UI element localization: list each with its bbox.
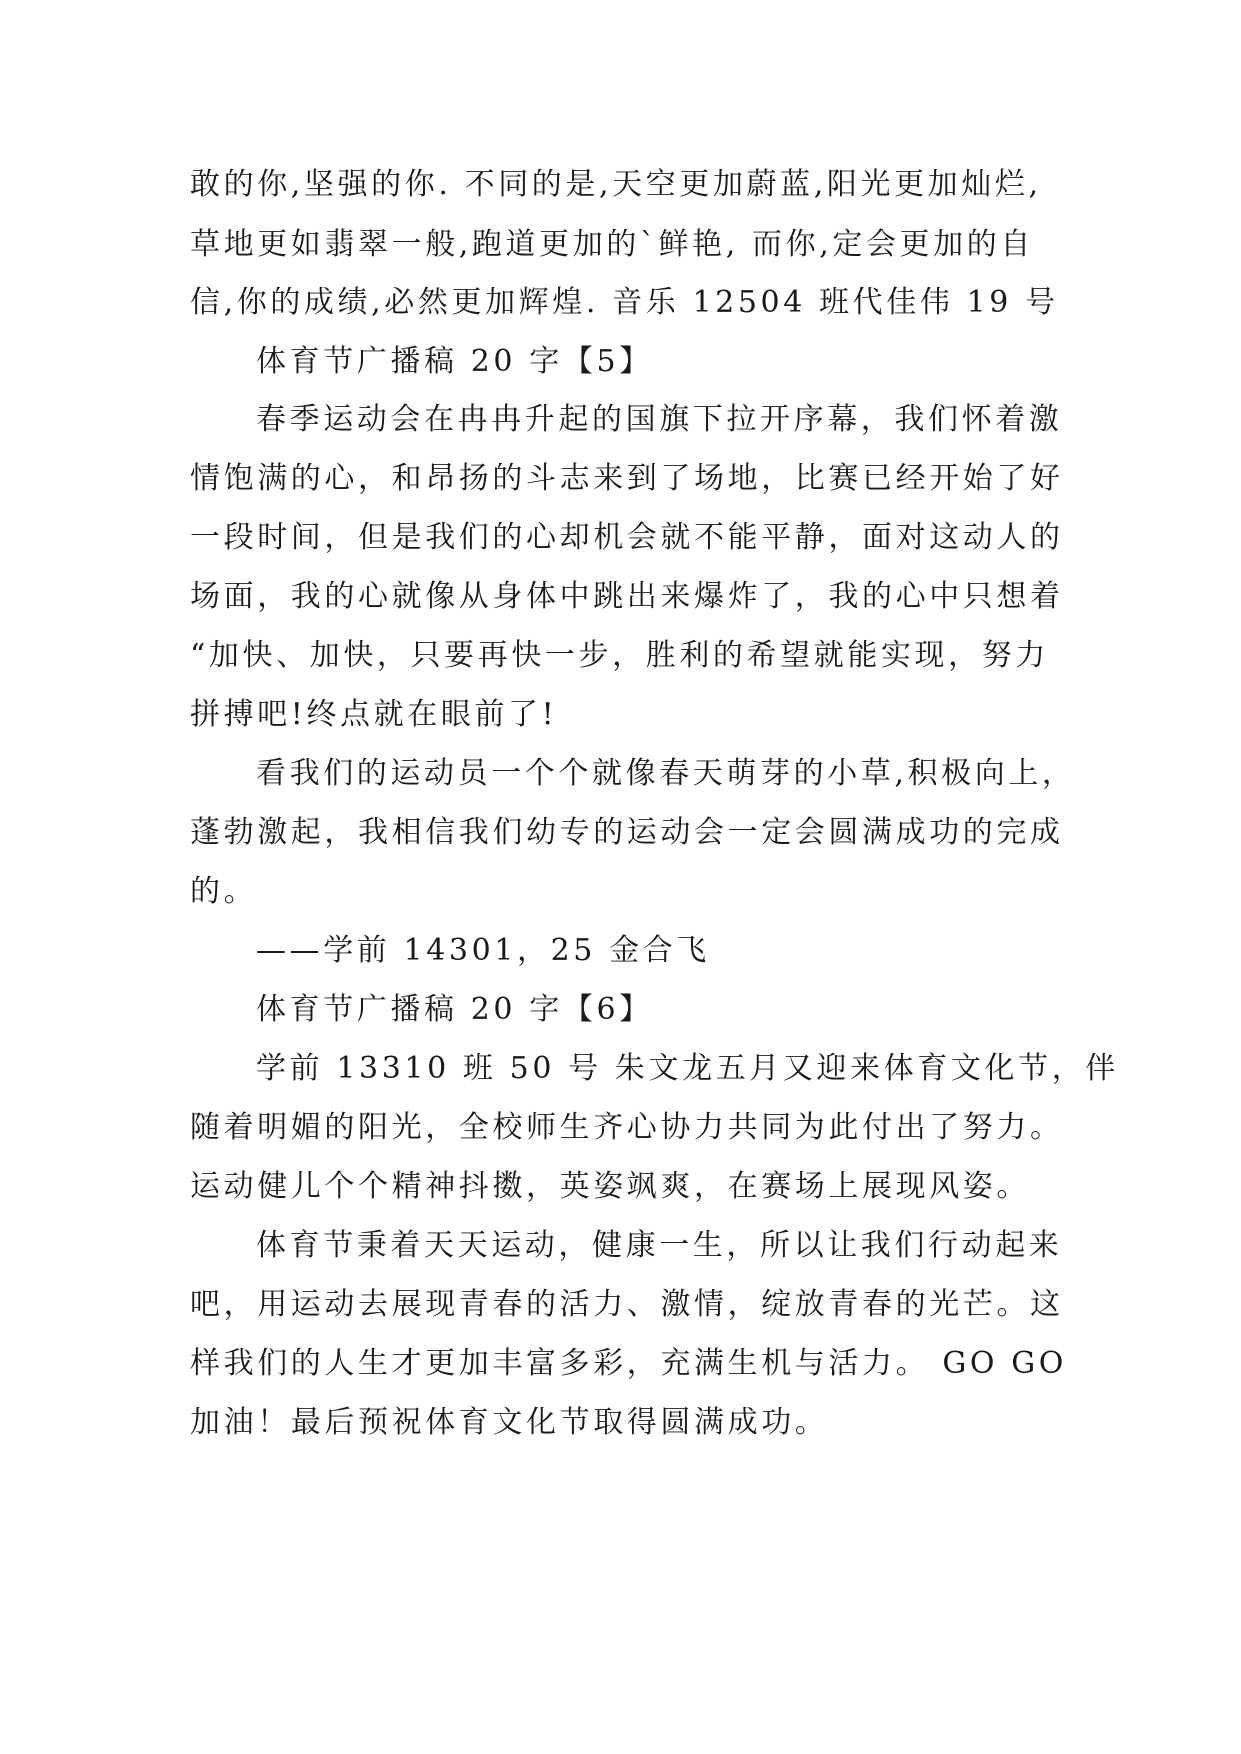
paragraph-line: “加快、加快，只要再快一步，胜利的希望就能实现，努力 bbox=[190, 638, 1049, 673]
paragraph-line: 学前 13310 班 50 号 朱文龙五月又迎来体育文化节，伴 bbox=[256, 1051, 1119, 1086]
paragraph-line: 蓬勃激起，我相信我们幼专的运动会一定会圆满成功的完成 bbox=[190, 815, 1064, 850]
paragraph-line: 看我们的运动员一个个就像春天萌芽的小草,积极向上， bbox=[256, 756, 1076, 791]
paragraph-line: 体育节秉着天天运动，健康一生，所以让我们行动起来 bbox=[256, 1228, 1063, 1263]
paragraph-line: 的。 bbox=[190, 874, 258, 909]
section-heading: 体育节广播稿 20 字【5】 bbox=[256, 344, 653, 379]
paragraph-line: 拼搏吧!终点就在眼前了! bbox=[190, 697, 558, 732]
paragraph-line: 草地更如翡翠一般,跑道更加的`鲜艳, 而你,定会更加的自 bbox=[190, 227, 1034, 262]
paragraph-line: 随着明媚的阳光，全校师生齐心协力共同为此付出了努力。 bbox=[190, 1110, 1064, 1145]
paragraph-line: 情饱满的心，和昂扬的斗志来到了场地，比赛已经开始了好 bbox=[190, 461, 1064, 496]
paragraph-line: 春季运动会在冉冉升起的国旗下拉开序幕，我们怀着激 bbox=[256, 402, 1063, 437]
section-heading: 体育节广播稿 20 字【6】 bbox=[256, 992, 653, 1027]
paragraph-line: 加油！最后预祝体育文化节取得圆满成功。 bbox=[190, 1405, 829, 1440]
paragraph-line: 运动健儿个个精神抖擞，英姿飒爽，在赛场上展现风姿。 bbox=[190, 1169, 1030, 1204]
paragraph-line: 敢的你,坚强的你. 不同的是,天空更加蔚蓝,阳光更加灿烂, bbox=[190, 167, 1042, 202]
paragraph-line: 样我们的人生才更加丰富多彩，充满生机与活力。 GO GO bbox=[190, 1346, 1067, 1381]
paragraph-line: 一段时间，但是我们的心却机会就不能平静，面对这动人的 bbox=[190, 520, 1064, 555]
signature-line: ——学前 14301，25 金合飞 bbox=[256, 933, 710, 968]
paragraph-line: 信,你的成绩,必然更加辉煌. 音乐 12504 班代佳伟 19 号 bbox=[190, 285, 1059, 320]
paragraph-line: 吧，用运动去展现青春的活力、激情，绽放青春的光芒。这 bbox=[190, 1287, 1064, 1322]
paragraph-line: 场面，我的心就像从身体中跳出来爆炸了，我的心中只想着 bbox=[190, 579, 1064, 614]
